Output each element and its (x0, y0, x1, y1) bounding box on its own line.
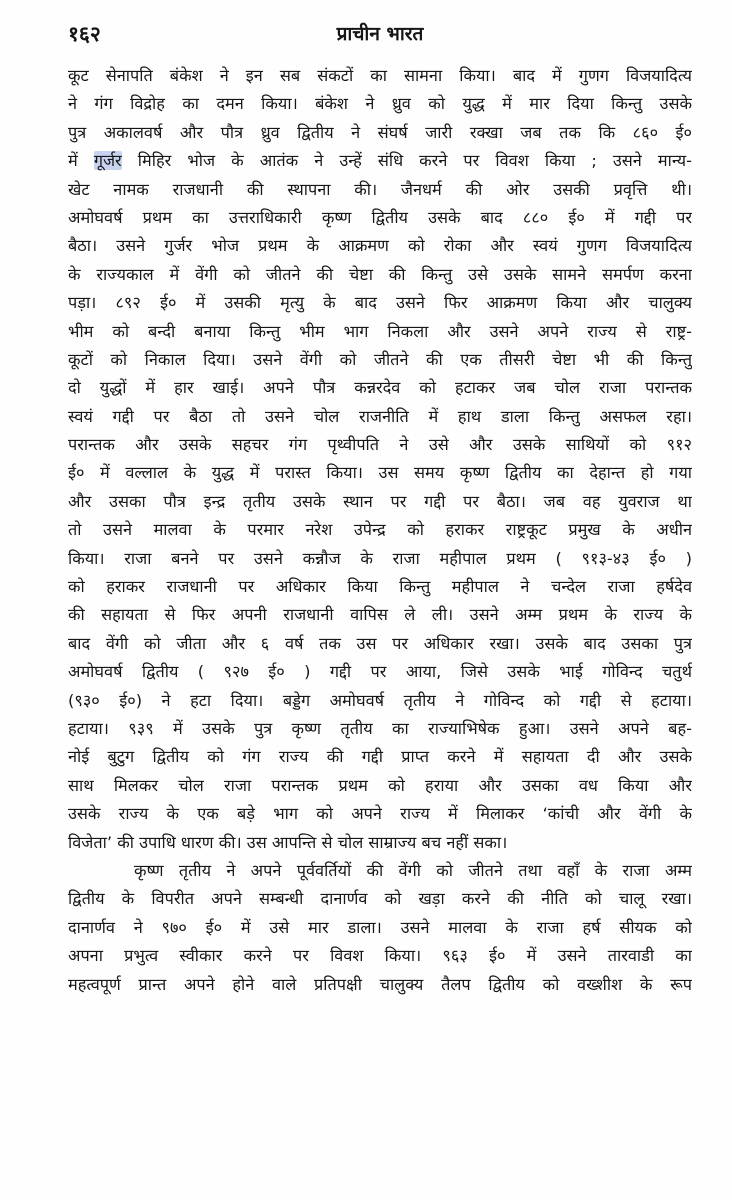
text-line: दो युद्धों में हार खाई। अपने पौत्र कन्नरदेव को हटाकर जब चोल राजा परान्तक (68, 378, 692, 398)
text-line: किया। राजा बनने पर उसने कन्नौज के राजा महीपाल प्रथम ( ९१३-४३ ई० ) (68, 548, 692, 568)
text-line: पड़ा। ८९२ ई० में उसकी मृत्यु के बाद उसने फिर आक्रमण किया और चालुक्य (68, 293, 692, 313)
selected-word-highlight[interactable]: गूर्जर (93, 151, 122, 171)
body-text (68, 62, 692, 999)
text-line: के राज्यकाल में वेंगी को जीतने की चेष्टा की किन्तु उसे उसके सामने समर्पण करना (68, 264, 692, 284)
text-line: खेट नामक राजधानी की स्थापना की। जैनधर्म की ओर उसकी प्रवृत्ति थी। (68, 179, 692, 199)
text-line: को हराकर राजधानी पर अधिकार किया किन्तु महीपाल ने चन्देल राजा हर्षदेव (68, 577, 692, 597)
text-segment: मिहिर भोज के आतंक ने उन्हें संधि करने पर विवश किया ; उसने मान्य- (121, 151, 692, 171)
text-line: परान्तक और उसके सहचर गंग पृथ्वीपति ने उसे और उसके साथियों को ९१२ (68, 435, 692, 455)
text-line: अमोघवर्ष प्रथम का उत्तराधिकारी कृष्ण द्वितीय उसके बाद ८८० ई० में गद्दी पर (68, 207, 692, 227)
running-title: प्राचीन भारत (336, 23, 424, 45)
text-line: कूटों को निकाल दिया। उसने वेंगी को जीतने की एक तीसरी चेष्टा भी की किन्तु (68, 349, 692, 369)
text-line: और उसका पौत्र इन्द्र तृतीय उसके स्थान पर गद्दी पर बैठा। जब वह युवराज था (68, 491, 692, 511)
text-line: ने गंग विद्रोह का दमन किया। बंकेश ने ध्रुव को युद्ध में मार दिया किन्तु उसके (68, 94, 692, 114)
text-line: साथ मिलकर चोल राजा परान्तक प्रथम को हराया और उसका वध किया और (68, 775, 692, 795)
text-line: हटाया। ९३९ में उसके पुत्र कृष्ण तृतीय का राज्याभिषेक हुआ। उसने अपने बह- (68, 718, 692, 738)
text-line: स्वयं गद्दी पर बैठा तो उसने चोल राजनीति में हाथ डाला किन्तु असफल रहा। (68, 406, 692, 426)
text-line: अपना प्रभुत्व स्वीकार करने पर विवश किया। ९६३ ई० में उसने तारवाडी का (68, 946, 692, 966)
text-line: कृष्ण तृतीय ने अपने पूर्ववर्तियों की वेंगी को जीतने तथा वहाँ के राजा अम्म (134, 860, 692, 880)
text-line: बाद वेंगी को जीता और ६ वर्ष तक उस पर अधिकार रखा। उसके बाद उसका पुत्र (68, 633, 692, 653)
text-line: ई० में वल्लाल के युद्ध में परास्त किया। उस समय कृष्ण द्वितीय का देहान्त हो गया (68, 463, 692, 483)
text-line: पुत्र अकालवर्ष और पौत्र ध्रुव द्वितीय ने संघर्ष जारी रक्खा जब तक कि ८६० ई० (68, 122, 692, 142)
text-line: महत्वपूर्ण प्रान्त अपने होने वाले प्रतिपक्षी चालुक्य तैलप द्वितीय को वख्शीश के रूप (68, 974, 692, 994)
text-line: अमोघवर्ष द्वितीय ( ९२७ ई० ) गद्दी पर आया, जिसे उसके भाई गोविन्द चतुर्थ (68, 662, 692, 682)
paragraph-1 (68, 62, 692, 857)
text-line: द्वितीय के विपरीत अपने सम्बन्धी दानार्णव को खड़ा करने की नीति को चालू रखा। (68, 889, 692, 909)
page-number: १६२ (68, 22, 101, 46)
text-line: कूट सेनापति बंकेश ने इन सब संकटों का सामना किया। बाद में गुणग विजयादित्य (68, 66, 692, 85)
text-line: दानार्णव ने ९७० ई० में उसे मार डाला। उसने मालवा के राजा हर्ष सीयक को (68, 917, 692, 937)
text-line (68, 147, 692, 175)
text-line: विजेता’ की उपाधि धारण की। उस आपन्ति से चोल साम्राज्य बच नहीं सका। (68, 832, 508, 852)
text-line: (९३० ई०) ने हटा दिया। बड्डेग अमोघवर्ष तृतीय ने गोविन्द को गद्दी से हटाया। (68, 690, 692, 710)
text-line: की सहायता से फिर अपनी राजधानी वापिस ले ली। उसने अम्म प्रथम के राज्य के (68, 605, 692, 625)
page-header (68, 20, 692, 50)
text-line: तो उसने मालवा के परमार नरेश उपेन्द्र को हराकर राष्ट्रकूट प्रमुख के अधीन (68, 520, 692, 540)
text-line: बैठा। उसने गुर्जर भोज प्रथम के आक्रमण को रोका और स्वयं गुणग विजयादित्य (68, 236, 692, 256)
paragraph-2 (68, 857, 692, 999)
text-line: नोई बुटुग द्वितीय को गंग राज्य की गद्दी प्राप्त करने में सहायता दी और उसके (68, 747, 692, 767)
text-line: भीम को बन्दी बनाया किन्तु भीम भाग निकला और उसने अपने राज्य से राष्ट्र- (68, 321, 692, 341)
text-line: उसके राज्य के एक बड़े भाग को अपने राज्य में मिलाकर ‘कांची और वेंगी के (68, 804, 692, 824)
text-segment: में (68, 151, 94, 171)
